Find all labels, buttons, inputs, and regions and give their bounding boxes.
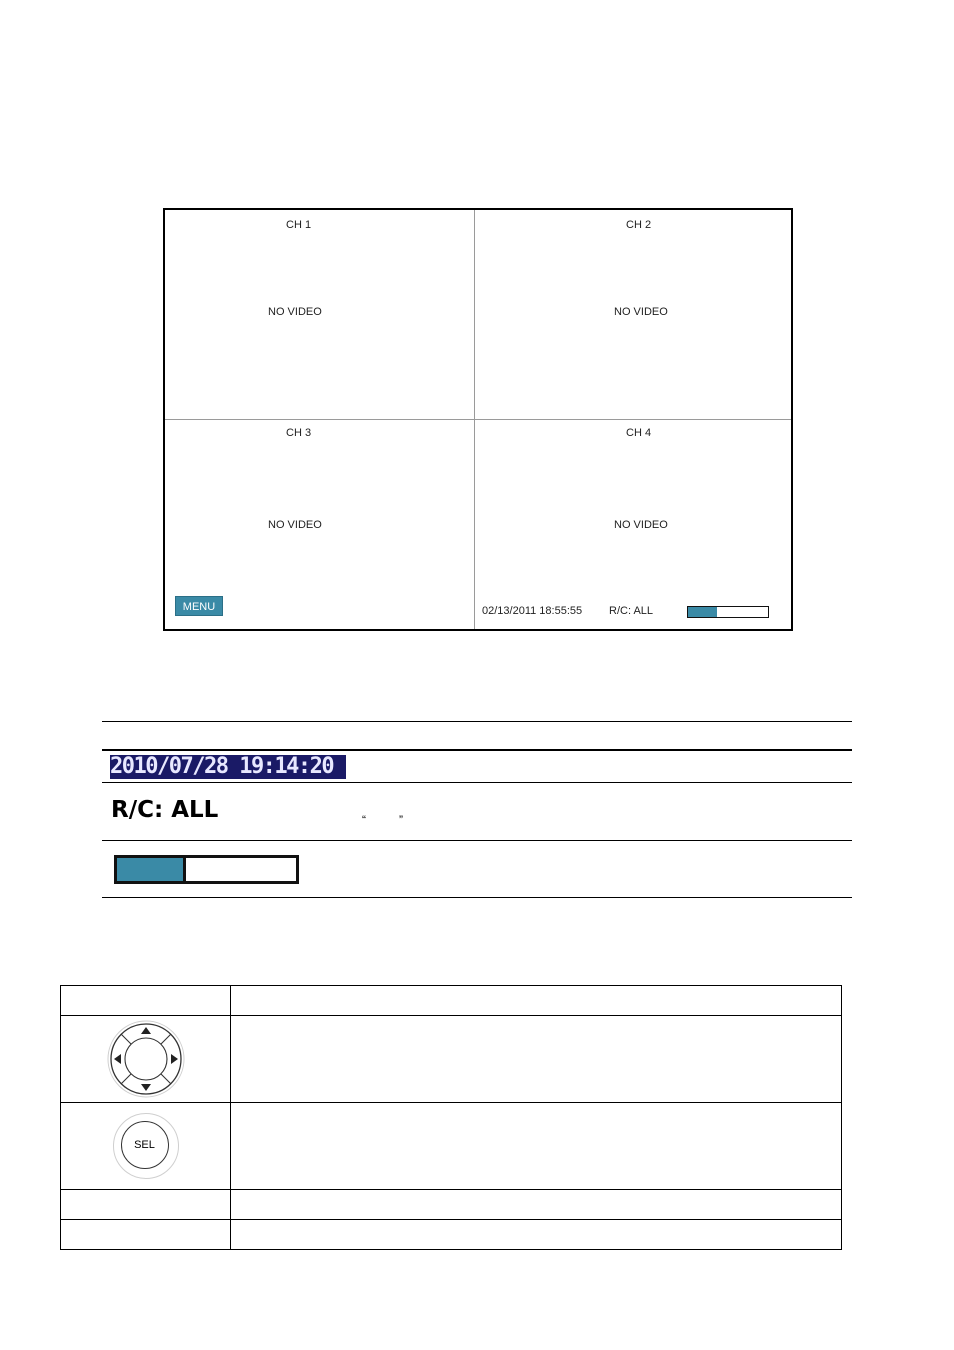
table-cell — [61, 1103, 231, 1190]
hdd-usage-bar — [687, 606, 769, 618]
channel-3-label: CH 3 — [286, 427, 312, 439]
table-cell — [231, 1190, 842, 1220]
quote-open: “ — [362, 813, 366, 827]
legend-row-rule-1 — [102, 782, 852, 783]
table-cell — [231, 1016, 842, 1103]
legend-top-rule — [102, 721, 852, 722]
channel-3-status: NO VIDEO — [268, 519, 322, 531]
rc-osd-sample: R/C: ALL — [111, 797, 219, 823]
table-cell — [61, 986, 231, 1016]
table-cell — [231, 1220, 842, 1250]
sel-key-label: SEL — [121, 1121, 169, 1169]
direction-pad-icon — [106, 1019, 186, 1099]
table-cell — [61, 1016, 231, 1103]
sel-key-icon — [113, 1113, 179, 1179]
datetime-osd-sample: 2010/07/28 19:14:20 — [110, 755, 346, 779]
hdd-bar-sample — [114, 855, 299, 884]
legend-bottom-rule — [102, 897, 852, 898]
split-divider-horizontal — [165, 419, 791, 420]
legend-header-rule — [102, 749, 852, 751]
legend-row-rule-2 — [102, 840, 852, 841]
osd-rc-status: R/C: ALL — [609, 605, 654, 617]
channel-1-status: NO VIDEO — [268, 306, 322, 318]
dvr-quad-screen — [163, 208, 793, 631]
channel-4-label: CH 4 — [626, 427, 652, 439]
quote-close: ” — [399, 813, 403, 827]
table-cell — [231, 986, 842, 1016]
table-row — [61, 1190, 842, 1220]
osd-datetime: 02/13/2011 18:55:55 — [482, 605, 583, 617]
table-row — [61, 986, 842, 1016]
hdd-bar-sample-fill — [117, 858, 186, 881]
hdd-usage-fill — [688, 607, 717, 617]
table-cell — [61, 1190, 231, 1220]
table-cell — [231, 1103, 842, 1190]
table-row — [61, 1103, 842, 1190]
channel-2-label: CH 2 — [626, 219, 652, 231]
channel-4-status: NO VIDEO — [614, 519, 668, 531]
menu-button[interactable]: MENU — [175, 596, 223, 616]
table-row — [61, 1220, 842, 1250]
channel-1-label: CH 1 — [286, 219, 312, 231]
table-cell — [61, 1220, 231, 1250]
remote-keys-table — [60, 985, 842, 1250]
table-row — [61, 1016, 842, 1103]
channel-2-status: NO VIDEO — [614, 306, 668, 318]
